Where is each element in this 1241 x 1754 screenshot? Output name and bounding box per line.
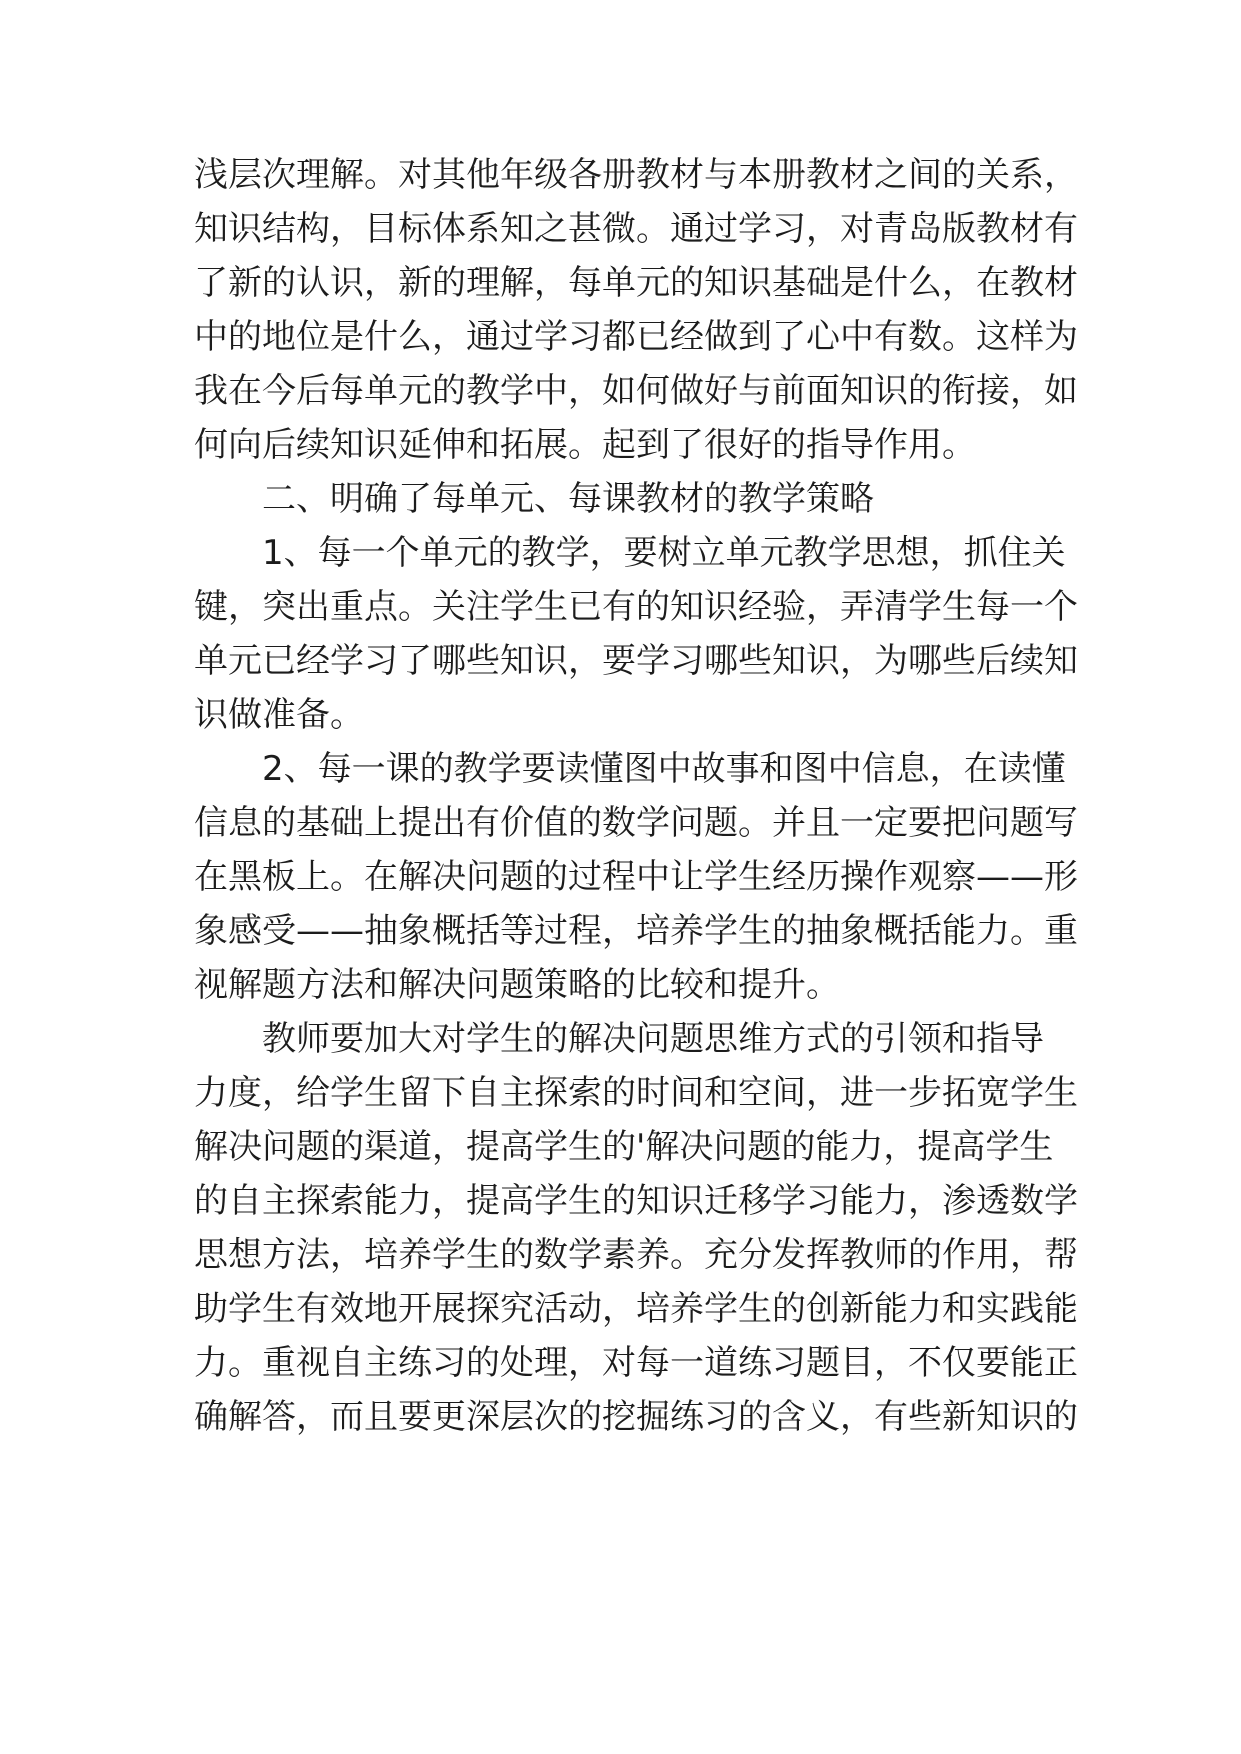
text-line: 教师要加大对学生的解决问题思维方式的引领和指导 bbox=[262, 1019, 1044, 1059]
text-line: 视解题方法和解决问题策略的比较和提升。 bbox=[194, 965, 840, 1005]
text-line: 知识结构，目标体系知之甚微。通过学习，对青岛版教材有 bbox=[194, 209, 1078, 249]
text-line: 单元已经学习了哪些知识，要学习哪些知识，为哪些后续知 bbox=[194, 641, 1078, 681]
text-line: 在黑板上。在解决问题的过程中让学生经历操作观察——形 bbox=[194, 857, 1078, 897]
text-line: 力。重视自主练习的处理，对每一道练习题目，不仅要能正 bbox=[194, 1343, 1078, 1383]
text-line: 识做准备。 bbox=[194, 695, 364, 735]
text-line: 浅层次理解。对其他年级各册教材与本册教材之间的关系， bbox=[194, 155, 1078, 195]
text-line: 象感受——抽象概括等过程，培养学生的抽象概括能力。重 bbox=[194, 911, 1078, 951]
text-line: 1、每一个单元的教学，要树立单元教学思想，抓住关 bbox=[262, 533, 1066, 573]
text-line: 思想方法，培养学生的数学素养。充分发挥教师的作用，帮 bbox=[194, 1235, 1078, 1275]
text-line: 了新的认识，新的理解，每单元的知识基础是什么，在教材 bbox=[194, 263, 1078, 303]
text-line: 我在今后每单元的教学中，如何做好与前面知识的衔接，如 bbox=[194, 371, 1078, 411]
text-line: 中的地位是什么，通过学习都已经做到了心中有数。这样为 bbox=[194, 317, 1078, 357]
text-line: 解决问题的渠道，提高学生的'解决问题的能力，提高学生 bbox=[194, 1127, 1054, 1167]
text-line: 力度，给学生留下自主探索的时间和空间，进一步拓宽学生 bbox=[194, 1073, 1078, 1113]
text-line: 的自主探索能力，提高学生的知识迁移学习能力，渗透数学 bbox=[194, 1181, 1078, 1221]
text-line: 助学生有效地开展探究活动，培养学生的创新能力和实践能 bbox=[194, 1289, 1078, 1329]
text-line: 确解答，而且要更深层次的挖掘练习的含义，有些新知识的 bbox=[194, 1397, 1078, 1437]
text-line: 何向后续知识延伸和拓展。起到了很好的指导作用。 bbox=[194, 425, 976, 465]
section-heading: 二、明确了每单元、每课教材的教学策略 bbox=[262, 479, 874, 519]
text-line: 键，突出重点。关注学生已有的知识经验，弄清学生每一个 bbox=[194, 587, 1078, 627]
text-line: 2、每一课的教学要读懂图中故事和图中信息，在读懂 bbox=[262, 749, 1066, 789]
text-line: 信息的基础上提出有价值的数学问题。并且一定要把问题写 bbox=[194, 803, 1078, 843]
